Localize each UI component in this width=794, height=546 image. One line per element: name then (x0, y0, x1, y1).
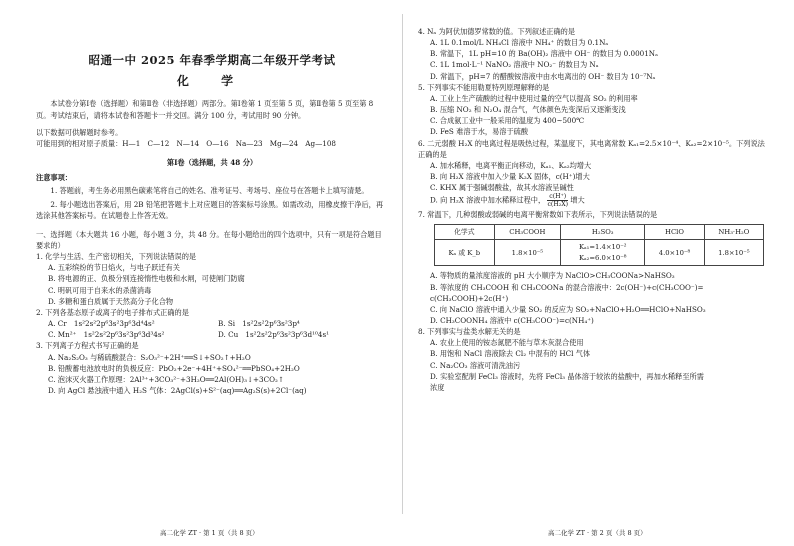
option-b: B. 用饱和 NaCl 溶液除去 Cl₂ 中混有的 HCl 气体 (430, 349, 591, 359)
question-stem: 7. 常温下，几种弱酸或弱碱的电离平衡常数如下表所示，下列说法错误的是 (418, 209, 658, 219)
option-a: A. 工业上生产硫酸的过程中使用过量的空气以提高 SO₂ 的利用率 (430, 93, 638, 103)
question-stem: 6. 二元弱酸 H₂X 的电离过程是吸热过程，某温度下，其电离常数 Kₐ₁=2.5×10⁻⁴、Kₐ₂=2×10⁻⁵。下列说法正确的是 (418, 138, 765, 159)
option-c: C. 1L 1mol·L⁻¹ NaNO₂ 溶液中 NO₂⁻ 的数目为 Nₐ (430, 60, 599, 70)
question-4 (418, 26, 768, 82)
exam-subject: 化 学 (176, 73, 248, 88)
table-cell: 1.8×10⁻⁵ (494, 240, 561, 266)
option-a: A. Cr 1s²2s²2p⁶3s²3p⁶3d⁴4s² (48, 319, 155, 329)
option-c: C. 合成氨工业中一般采用的温度为 400~500℃ (430, 116, 585, 126)
table-cell: 1.8×10⁻⁵ (704, 240, 763, 266)
option-a: A. Na₂S₂O₃ 与稀硫酸混合：S₂O₃²⁻+2H⁺══S↓+SO₂↑+H₂O (48, 352, 251, 362)
question-5 (418, 82, 768, 138)
reference-note: 以下数据可供解题时参考。 (36, 127, 123, 137)
table-header-row (435, 224, 764, 240)
table-header: NH₃·H₂O (704, 224, 763, 240)
question-1 (36, 251, 388, 307)
left-column (36, 0, 388, 396)
option-d: D. 实验室配制 FeCl₃ 溶液时，先将 FeCl₃ 晶体溶于较浓的盐酸中，再加水稀释至所需 (430, 371, 704, 381)
question-8 (418, 326, 768, 393)
intro-paragraph: 本试卷分第Ⅰ卷（选择题）和第Ⅱ卷（非选择题）两部分。第Ⅰ卷第 1 页至第 5 页，第Ⅱ卷第 5 页至第 8 页。考试结束后，请将本试卷和答题卡一并交回。满分 100 分，考试用时 90 分钟。 (36, 99, 374, 120)
table-header: H₂SO₃ (561, 224, 645, 240)
option-c: C. Mn²⁺ 1s²2s²2p⁶3s²3p⁶3d³4s² (48, 330, 165, 340)
option-c: C. KHX 属于强碱弱酸盐，故其水溶液呈碱性 (430, 183, 574, 193)
fraction-numerator: c(H⁺) (549, 193, 567, 201)
table-row-label: Kₐ 或 K_b (435, 240, 495, 266)
option-c: C. Na₂CO₃ 溶液可清洗油污 (430, 360, 521, 370)
question-stem: 1. 化学与生活、生产密切相关，下列说法错误的是 (36, 252, 197, 262)
option-b: B. 铅酸蓄电池放电时的负极反应：PbO₂+2e⁻+4H⁺+SO₄²⁻══PbSO₄+2H₂O (48, 363, 300, 373)
option-d-continued: 浓度 (430, 382, 445, 392)
notice-title: 注意事项： (36, 173, 72, 183)
option-b: B. 向 H₂X 溶液中加入少量 K₂X 固体，c(H⁺)增大 (430, 172, 590, 182)
notice-item-1: 1. 答题前，考生务必用黑色碳素笔将自己的姓名、准考证号、考场号、座位号在答题卡上填写清楚。 (50, 186, 369, 196)
option-c: C. 明矾可用于自来水的杀菌消毒 (48, 285, 152, 295)
options-row-2 (36, 329, 388, 340)
question-stem: 2. 下列各基态原子或离子的电子排布式正确的是 (36, 307, 189, 317)
option-b: B. 常温下，1L pH=10 的 Ba(OH)₂ 溶液中 OH⁻ 的数目为 0.0001Nₐ (430, 49, 658, 59)
table-row (435, 240, 764, 266)
page-footer-left: 高二化学 ZT · 第 1 页（共 8 页） (160, 529, 259, 537)
option-b-continued: c(CH₃COOH)+2c(H⁺) (430, 293, 509, 303)
table-header: CH₃COOH (494, 224, 561, 240)
option-d: D. 多糖和蛋白质属于天然高分子化合物 (48, 296, 174, 306)
question-6 (418, 138, 768, 209)
question-2 (36, 307, 388, 340)
atomic-masses: 可能用到的相对原子质量：H—1 C—12 N—14 O—16 Na—23 Mg—24 Ag—108 (36, 138, 336, 148)
option-a: A. 农业上使用的铵态氮肥不能与草木灰混合使用 (430, 338, 584, 348)
table-cell-line: Kₐ₂=6.0×10⁻⁸ (578, 253, 627, 262)
notice-item-2: 2. 每小题选出答案后，用 2B 铅笔把答题卡上对应题目的答案标号涂黑。如需改动，用橡皮擦干净后，再选涂其他答案标号。在试题卷上作答无效。 (36, 199, 384, 220)
table-header: HClO (645, 224, 704, 240)
exam-title: 昭通一中 2025 年春季学期高二年级开学考试 (88, 53, 336, 67)
option-a: A. 五彩缤纷的节日焰火，与电子跃迁有关 (48, 263, 180, 273)
option-d: D. CH₃COONH₄ 溶液中 c(CH₃COO⁻)=c(NH₄⁺) (430, 315, 594, 325)
options-row-1 (36, 318, 388, 329)
option-a: A. 加水稀释，电离平衡正向移动，Kₐ₁、Kₐ₂均增大 (430, 160, 592, 170)
option-d-suffix: 增大 (570, 195, 585, 205)
option-c: C. 向 NaClO 溶液中通入少量 SO₂ 的反应为 SO₂+NaClO+H₂O══HClO+NaHSO₃ (430, 304, 706, 314)
right-column (418, 0, 768, 393)
page-footer-right: 高二化学 ZT · 第 2 页（共 8 页） (548, 529, 647, 537)
option-a: A. 1L 0.1mol/L NH₄Cl 溶液中 NH₄⁺ 的数目为 0.1Nₐ (430, 38, 609, 48)
option-d: D. Cu 1s²2s²2p⁶3s²3p⁶3d¹⁰4s¹ (218, 330, 330, 340)
question-stem: 5. 下列事实不能用勒夏特列原理解释的是 (418, 82, 550, 92)
part-heading: 一、选择题（本大题共 16 小题，每小题 3 分，共 48 分。在每小题给出的四个选项中，只有一项是符合题目要求的） (36, 229, 382, 250)
fraction-denominator: c(H₂X) (547, 201, 569, 209)
option-d: D. FeS 难溶于水，易溶于硫酸 (430, 127, 529, 137)
question-7 (418, 209, 768, 327)
constants-table (434, 224, 764, 267)
question-stem: 3. 下列离子方程式书写正确的是 (36, 341, 139, 351)
table-cell (561, 240, 645, 266)
table-header: 化学式 (435, 224, 495, 240)
question-3 (36, 340, 388, 396)
option-b: B. 压缩 NO₂ 和 N₂O₄ 混合气，气体颜色先变深后又逐渐变浅 (430, 105, 626, 115)
option-d: D. 向 AgCl 悬浊液中通入 H₂S 气体：2AgCl(s)+S²⁻(aq)══Ag₂S(s)+2Cl⁻(aq) (48, 386, 307, 395)
option-b: B. 将电源的正、负极分别连接惰性电极和水闸，可使闸门防腐 (48, 274, 245, 284)
fraction (547, 193, 568, 208)
option-b: B. Si 1s²2s²2p⁶3s²3p⁴ (218, 319, 300, 329)
question-stem: 8. 下列事实与盐类水解无关的是 (418, 327, 521, 337)
option-b: B. 等浓度的 CH₃COOH 和 CH₃COONa 的混合溶液中：2c(OH⁻)+c(CH₃COO⁻)= (430, 282, 704, 292)
table-cell-line: Kₐ₁=1.4×10⁻² (578, 243, 627, 252)
question-stem: 4. Nₐ 为阿伏加德罗常数的值。下列叙述正确的是 (418, 27, 576, 36)
section-title: 第Ⅰ卷（选择题，共 48 分） (166, 158, 258, 168)
table-cell: 4.0×10⁻⁸ (645, 240, 704, 266)
option-d-prefix: D. 向 H₂X 溶液中加水稀释过程中， (430, 195, 546, 205)
option-d: D. 常温下，pH=7 的醋酸铵溶液中由水电离出的 OH⁻ 数目为 10⁻⁷Nₐ (430, 71, 656, 81)
column-divider (402, 14, 403, 514)
option-d (418, 193, 768, 208)
option-c: C. 泡沫灭火器工作原理：2Al³⁺+3CO₃²⁻+3H₂O══2Al(OH)₃↓+3CO₂↑ (48, 374, 284, 384)
option-a: A. 等物质的量浓度溶液的 pH 大小顺序为 NaClO>CH₃COONa>NaHSO₃ (430, 271, 675, 281)
